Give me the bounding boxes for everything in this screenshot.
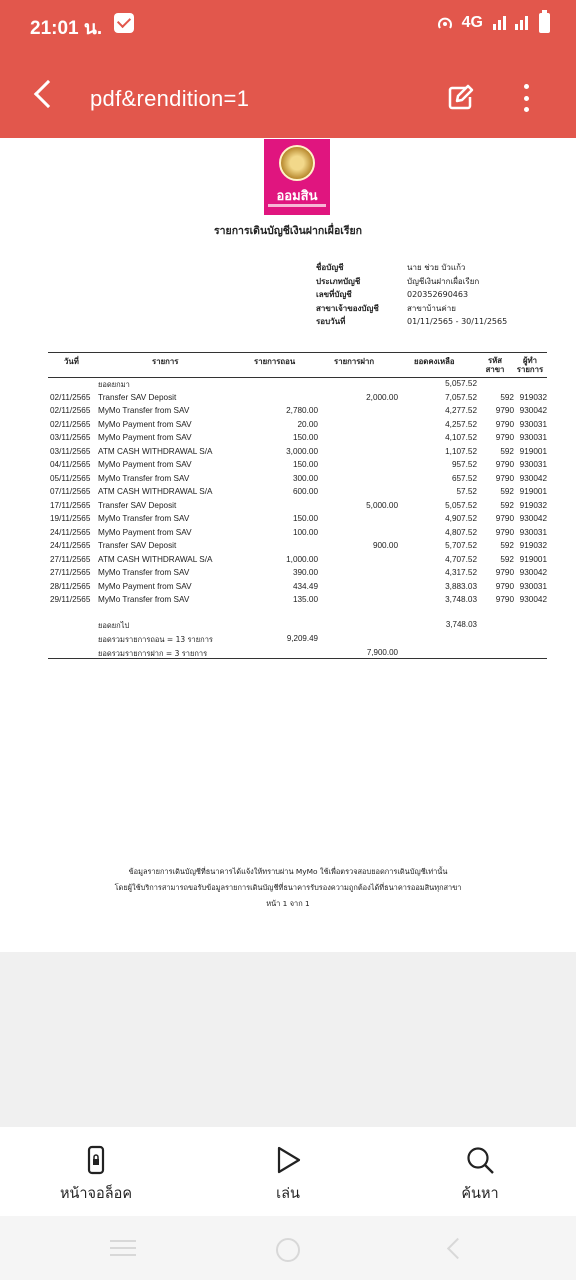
cell-date: 27/11/2565 <box>50 554 91 564</box>
info-value: 020352690463 <box>407 290 469 300</box>
footer-note-1: ข้อมูลรายการเดินบัญชีที่ธนาคารได้แจ้งให้ทราบผ่าน MyMo ใช้เพื่อตรวจสอบยอดการเดินบัญชีเท่านั้น <box>128 867 448 876</box>
cell-date: 24/11/2565 <box>50 541 91 550</box>
table-row <box>48 513 547 527</box>
cell-date: 02/11/2565 <box>50 392 91 402</box>
info-row <box>316 275 547 289</box>
header-balance: ยอดคงเหลือ <box>414 357 455 366</box>
info-label: เลขที่บัญชี <box>316 290 352 300</box>
total-deposit-label: ยอดรวมรายการฝาก = 3 รายการ <box>98 649 208 658</box>
info-label: ประเภทบัญชี <box>316 276 361 286</box>
cell-withdraw: 300.00 <box>292 473 318 483</box>
cell-balance: 957.52 <box>451 460 477 469</box>
table-row <box>48 432 547 446</box>
bottom-action-bar <box>0 1127 576 1216</box>
cell-balance: 3,883.03 <box>445 581 477 591</box>
transaction-table <box>48 378 547 608</box>
mail-icon <box>114 13 134 33</box>
cell-branch: 9790 <box>495 406 514 415</box>
cell-balance: 657.52 <box>451 473 477 483</box>
recents-icon[interactable] <box>110 1240 136 1256</box>
cell-branch: 9790 <box>495 568 514 577</box>
cell-desc: MyMo Transfer from SAV <box>98 473 190 483</box>
home-icon[interactable] <box>276 1238 300 1262</box>
report-title: รายการเดินบัญชีเงินฝากเผื่อเรียก <box>214 225 362 237</box>
table-row <box>48 405 547 419</box>
cell-branch: 9790 <box>495 581 514 591</box>
cell-branch: 592 <box>500 487 514 496</box>
cell-user: 919032 <box>519 392 547 402</box>
cell-branch: 9790 <box>495 460 514 469</box>
opening-balance: 5,057.52 <box>445 379 477 388</box>
cell-desc: MyMo Payment from SAV <box>98 460 192 469</box>
status-bar <box>0 0 576 50</box>
info-row <box>316 302 547 316</box>
phone-lock-icon <box>81 1145 111 1175</box>
cell-deposit: 5,000.00 <box>366 500 398 510</box>
seal-icon <box>279 145 315 181</box>
cell-date: 03/11/2565 <box>50 433 91 442</box>
closing-row <box>48 620 547 633</box>
cell-withdraw: 1,000.00 <box>286 554 318 564</box>
cell-desc: Transfer SAV Deposit <box>98 500 177 510</box>
cell-date: 04/11/2565 <box>50 460 91 469</box>
cell-desc: MyMo Transfer from SAV <box>98 406 190 415</box>
cell-balance: 57.52 <box>456 487 477 496</box>
logo-text: ออมสิน <box>276 189 318 204</box>
table-row <box>48 473 547 487</box>
app-bar <box>0 50 576 138</box>
cell-balance: 4,807.52 <box>445 527 477 537</box>
cell-user: 930042 <box>519 406 547 415</box>
info-row <box>316 288 547 302</box>
info-value: 01/11/2565 - 30/11/2565 <box>407 317 508 327</box>
table-row <box>48 527 547 541</box>
more-options-icon[interactable] <box>524 84 530 112</box>
edit-icon[interactable] <box>446 84 474 112</box>
battery-icon <box>539 13 550 33</box>
cell-date: 03/11/2565 <box>50 446 91 456</box>
header-desc: รายการ <box>152 357 179 366</box>
system-nav-bar <box>0 1216 576 1280</box>
play-icon <box>273 1145 303 1175</box>
cell-branch: 9790 <box>495 419 514 429</box>
header-date: วันที่ <box>64 357 79 366</box>
network-label: 4G <box>461 14 483 31</box>
document-title: pdf&rendition=1 <box>90 86 250 111</box>
cell-date: 24/11/2565 <box>50 527 91 537</box>
cell-balance: 4,707.52 <box>445 554 477 564</box>
cell-user: 930042 <box>519 568 547 577</box>
cell-user: 919032 <box>519 541 547 550</box>
header-branch: รหัส สาขา <box>485 356 505 374</box>
cell-user: 930031 <box>519 527 547 537</box>
info-row <box>316 315 547 329</box>
cell-desc: MyMo Payment from SAV <box>98 527 192 537</box>
cell-withdraw: 2,780.00 <box>286 406 318 415</box>
header-withdraw: รายการถอน <box>254 357 296 366</box>
play-button[interactable] <box>192 1127 384 1216</box>
total-deposit-amount: 7,900.00 <box>366 648 398 657</box>
info-label: ชื่อบัญชี <box>316 263 344 273</box>
cell-date: 02/11/2565 <box>50 406 91 415</box>
cell-desc: MyMo Payment from SAV <box>98 433 192 442</box>
total-withdraw-label: ยอดรวมรายการถอน = 13 รายการ <box>98 635 213 644</box>
table-row <box>48 459 547 473</box>
cell-user: 919001 <box>519 446 547 456</box>
cell-withdraw: 3,000.00 <box>286 446 318 456</box>
lock-screen-button[interactable] <box>0 1127 192 1216</box>
cell-user: 930042 <box>519 514 547 523</box>
table-row <box>48 419 547 433</box>
cell-branch: 9790 <box>495 473 514 483</box>
info-row <box>316 261 547 275</box>
hotspot-icon <box>436 14 454 32</box>
total-deposit-row <box>48 648 547 661</box>
cell-withdraw: 390.00 <box>292 568 318 577</box>
cell-desc: Transfer SAV Deposit <box>98 392 177 402</box>
cell-date: 19/11/2565 <box>50 514 91 523</box>
cell-date: 28/11/2565 <box>50 581 91 591</box>
cell-date: 17/11/2565 <box>50 500 91 510</box>
cell-desc: Transfer SAV Deposit <box>98 541 177 550</box>
cell-user: 919001 <box>519 487 547 496</box>
page-number: หน้า 1 จาก 1 <box>266 899 310 908</box>
cell-balance: 1,107.52 <box>445 446 477 456</box>
cell-balance: 4,277.52 <box>445 406 477 415</box>
header-deposit: รายการฝาก <box>334 357 375 366</box>
cell-desc: MyMo Transfer from SAV <box>98 595 190 604</box>
cell-desc: ATM CASH WITHDRAWAL S/A <box>98 487 213 496</box>
header-user: ผู้ทำ รายการ <box>516 356 544 374</box>
cell-branch: 9790 <box>495 514 514 523</box>
cell-withdraw: 150.00 <box>292 514 318 523</box>
cell-withdraw: 150.00 <box>292 460 318 469</box>
search-label: ค้นหา <box>461 1186 499 1202</box>
cell-user: 930031 <box>519 433 547 442</box>
cell-desc: MyMo Transfer from SAV <box>98 568 190 577</box>
back-icon[interactable] <box>34 80 62 108</box>
cell-withdraw: 100.00 <box>292 527 318 537</box>
table-row <box>48 594 547 608</box>
info-label: รอบวันที่ <box>316 317 346 327</box>
cell-branch: 592 <box>500 500 514 510</box>
cell-branch: 9790 <box>495 433 514 442</box>
table-row <box>48 567 547 581</box>
cell-user: 930042 <box>519 473 547 483</box>
lock-screen-label: หน้าจอล็อค <box>59 1186 133 1202</box>
search-button[interactable] <box>384 1127 576 1216</box>
signal-icon <box>491 14 531 32</box>
table-row <box>48 540 547 554</box>
cell-date: 02/11/2565 <box>50 419 91 429</box>
info-label: สาขาเจ้าของบัญชี <box>316 303 379 313</box>
status-time: 21:01 น. <box>30 18 103 39</box>
cell-deposit: 900.00 <box>372 541 398 550</box>
cell-withdraw: 434.49 <box>292 581 318 591</box>
total-withdraw-amount: 9,209.49 <box>286 634 318 643</box>
cell-withdraw: 135.00 <box>292 595 318 604</box>
cell-user: 930031 <box>519 460 547 469</box>
cell-user: 930031 <box>519 581 547 591</box>
table-row <box>48 486 547 500</box>
table-row <box>48 581 547 595</box>
info-value: นาย ช่วย บัวแก้ว <box>407 263 466 273</box>
closing-balance: 3,748.03 <box>445 620 477 629</box>
play-label: เล่น <box>276 1186 300 1202</box>
cell-branch: 592 <box>500 541 514 550</box>
table-row <box>48 446 547 460</box>
cell-user: 919032 <box>519 500 547 510</box>
search-icon <box>465 1145 495 1175</box>
cell-user: 930042 <box>519 595 547 604</box>
cell-balance: 7,057.52 <box>445 392 477 402</box>
cell-balance: 5,057.52 <box>445 500 477 510</box>
table-row <box>48 392 547 406</box>
cell-balance: 4,257.52 <box>445 419 477 429</box>
footer-note-2: โดยผู้ใช้บริการสามารถขอรับข้อมูลรายการเดินบัญชีที่ธนาคารรับรองความถูกต้องได้ที่ธนาคารออมสินทุกสาขา <box>114 883 462 892</box>
table-header <box>48 354 547 377</box>
cell-desc: MyMo Payment from SAV <box>98 581 192 591</box>
gsb-logo <box>264 139 330 215</box>
cell-branch: 9790 <box>495 527 514 537</box>
opening-label: ยอดยกมา <box>98 380 130 389</box>
viewer-background <box>0 952 576 1128</box>
cell-date: 05/11/2565 <box>50 473 91 483</box>
info-value: สาขาบ้านค่าย <box>407 303 456 313</box>
cell-date: 07/11/2565 <box>50 487 91 496</box>
cell-desc: ATM CASH WITHDRAWAL S/A <box>98 554 213 564</box>
cell-desc: MyMo Transfer from SAV <box>98 514 190 523</box>
nav-back-icon[interactable] <box>447 1238 468 1259</box>
cell-branch: 592 <box>500 446 514 456</box>
closing-label: ยอดยกไป <box>98 621 130 630</box>
cell-withdraw: 600.00 <box>292 487 318 496</box>
cell-branch: 592 <box>500 554 514 564</box>
info-value: บัญชีเงินฝากเผื่อเรียก <box>407 276 480 286</box>
cell-user: 930031 <box>519 419 547 429</box>
cell-deposit: 2,000.00 <box>366 392 398 402</box>
cell-balance: 3,748.03 <box>445 595 477 604</box>
cell-date: 29/11/2565 <box>50 595 91 604</box>
cell-balance: 4,317.52 <box>445 568 477 577</box>
opening-row <box>48 378 547 392</box>
cell-user: 919001 <box>519 554 547 564</box>
cell-branch: 592 <box>500 392 514 402</box>
cell-balance: 5,707.52 <box>445 541 477 550</box>
cell-withdraw: 20.00 <box>297 419 318 429</box>
cell-branch: 9790 <box>495 595 514 604</box>
account-info <box>316 261 547 329</box>
cell-balance: 4,107.52 <box>445 433 477 442</box>
table-row <box>48 500 547 514</box>
cell-desc: MyMo Payment from SAV <box>98 419 192 429</box>
status-icons <box>436 13 550 33</box>
total-withdraw-row <box>48 634 547 647</box>
cell-date: 27/11/2565 <box>50 568 91 577</box>
cell-desc: ATM CASH WITHDRAWAL S/A <box>98 446 213 456</box>
cell-balance: 4,907.52 <box>445 514 477 523</box>
pdf-page <box>0 138 576 952</box>
table-row <box>48 554 547 568</box>
cell-withdraw: 150.00 <box>292 433 318 442</box>
